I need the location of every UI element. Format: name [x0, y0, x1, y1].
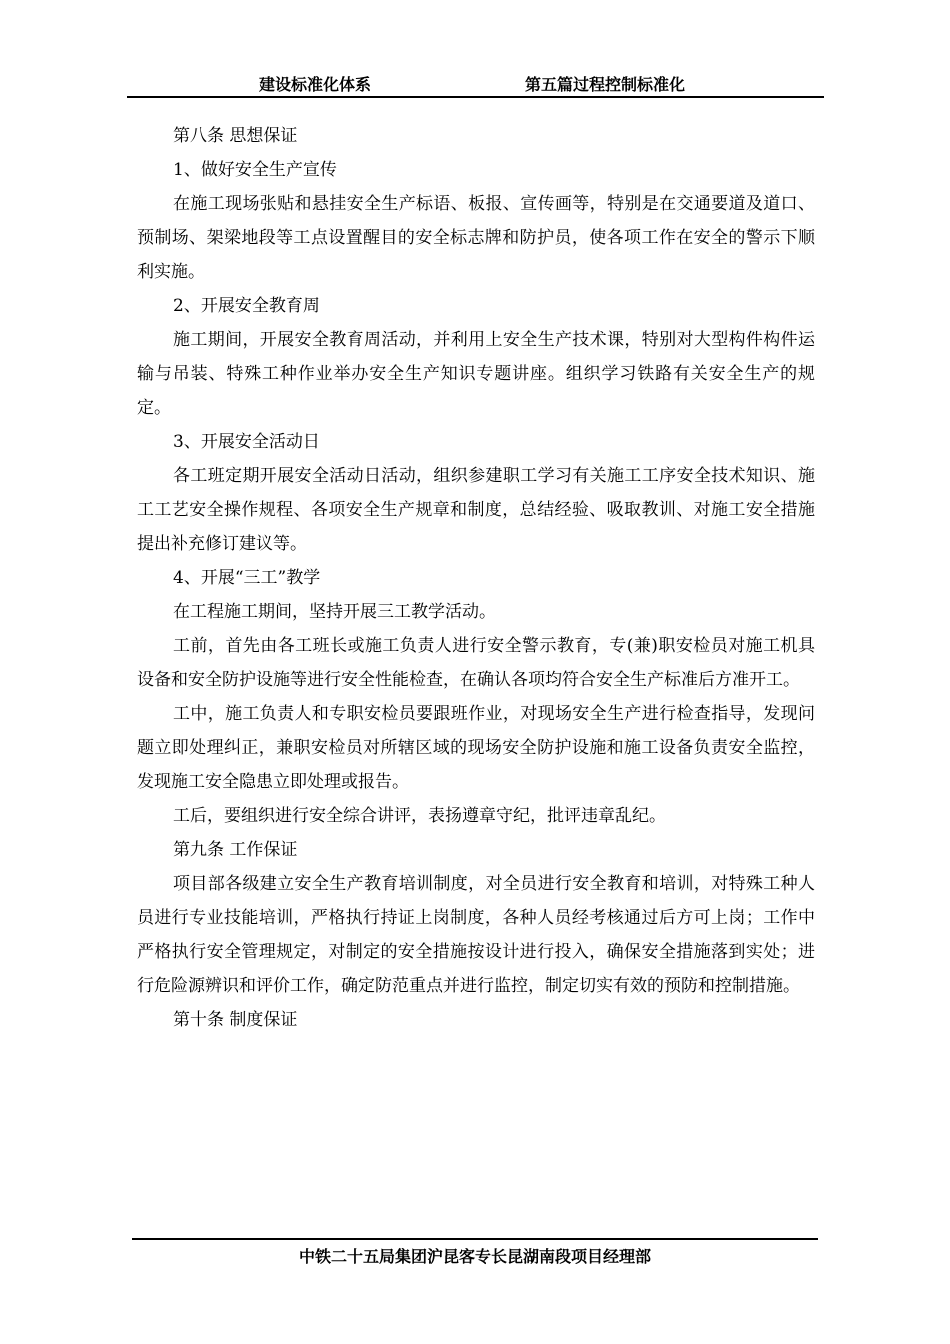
- section-heading-article-10: 第十条 制度保证: [173, 1010, 298, 1030]
- subheading-2: 2、开展安全教育周: [173, 296, 320, 316]
- body-paragraph: 在工程施工期间，坚持开展三工教学活动。: [173, 602, 496, 622]
- page-header: [127, 70, 824, 98]
- body-paragraph: 项目部各级建立安全生产教育培训制度，对全员进行安全教育和培训，对特殊工种人员进行专业技能培训，严格执行持证上岗制度，各种人员经考核通过后方可上岗；工作中严格执行安全管理规定，对制定的安全措施按设计进行投入，确保安全措施落到实处；进行危险源辨识和评价工作，确定防范重点并进行监控，制定切实有效的预防和控制措施。: [137, 874, 815, 996]
- page-footer: 中铁二十五局集团沪昆客专长昆湖南段项目经理部: [298, 1247, 651, 1266]
- body-paragraph: 工后，要组织进行安全综合讲评，表扬遵章守纪，批评违章乱纪。: [173, 806, 666, 826]
- body-paragraph: 施工期间，开展安全教育周活动，并利用上安全生产技术课，特别对大型构件构件运输与吊装、特殊工种作业举办安全生产知识专题讲座。组织学习铁路有关安全生产的规定。: [137, 330, 815, 418]
- body-paragraph: 工中，施工负责人和专职安检员要跟班作业，对现场安全生产进行检查指导，发现问题立即处理纠正，兼职安检员对所辖区域的现场安全防护设施和施工设备负责安全监控，发现施工安全隐患立即处理或报告。: [137, 704, 815, 792]
- body-paragraph: 在施工现场张贴和悬挂安全生产标语、板报、宣传画等，特别是在交通要道及道口、预制场、架梁地段等工点设置醒目的安全标志牌和防护员，使各项工作在安全的警示下顺利实施。: [137, 194, 815, 282]
- section-heading-article-9: 第九条 工作保证: [173, 840, 298, 860]
- body-paragraph: 工前，首先由各工班长或施工负责人进行安全警示教育，专(兼)职安检员对施工机具设备和安全防护设施等进行安全性能检查，在确认各项均符合安全生产标准后方准开工。: [137, 636, 815, 690]
- header-left-title: 建设标准化体系: [259, 75, 372, 94]
- section-heading-article-8: 第八条 思想保证: [173, 126, 298, 146]
- subheading-3: 3、开展安全活动日: [173, 432, 320, 452]
- subheading-4: 4、开展“三工”教学: [173, 568, 321, 588]
- body-paragraph: 各工班定期开展安全活动日活动，组织参建职工学习有关施工工序安全技术知识、施工工艺安全操作规程、各项安全生产规章和制度，总结经验、吸取教训、对施工安全措施提出补充修订建议等。: [137, 466, 815, 554]
- footer-divider: [132, 1238, 818, 1240]
- subheading-1: 1、做好安全生产宣传: [173, 160, 337, 180]
- header-right-title: 第五篇过程控制标准化: [525, 75, 686, 94]
- document-body: [137, 119, 815, 1037]
